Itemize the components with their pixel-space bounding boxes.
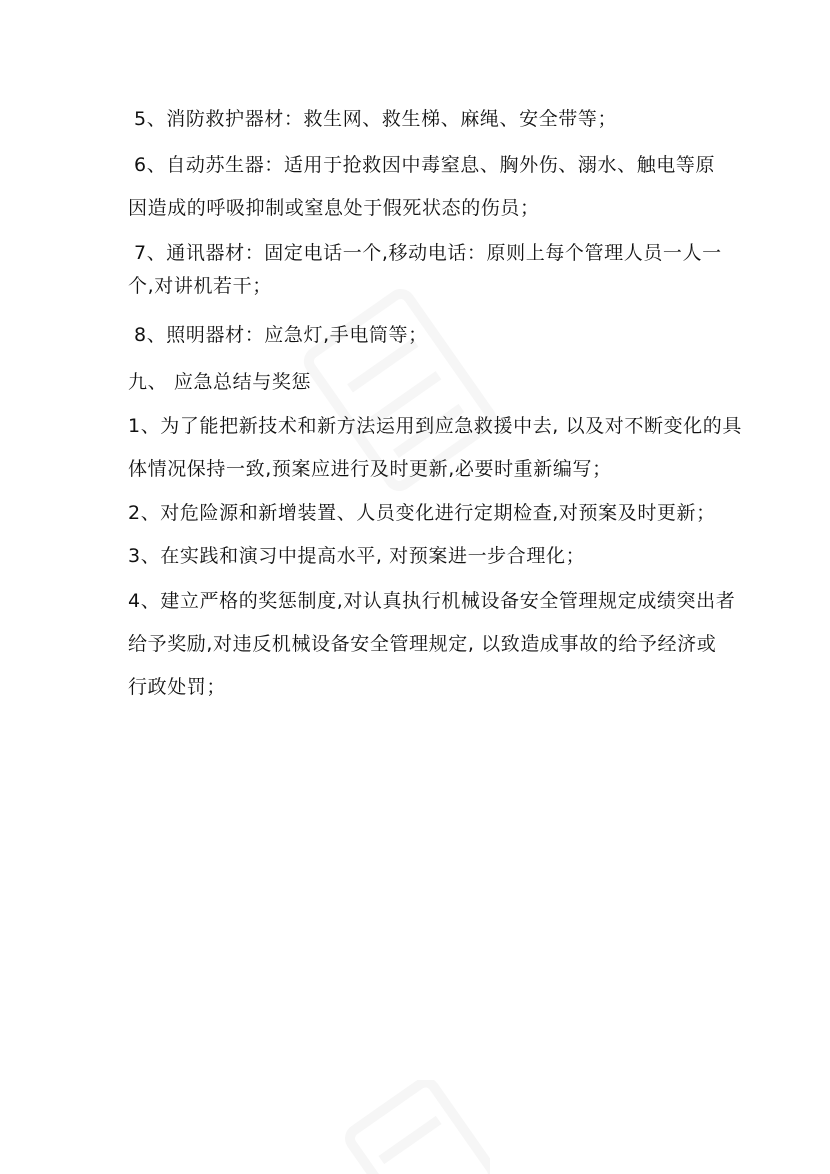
text-line: 个,对讲机若干；: [128, 275, 272, 297]
text-line: 行政处罚；: [128, 676, 227, 698]
section-heading: 九、 应急总结与奖惩: [128, 371, 312, 393]
text-line: 给予奖励,对违反机械设备安全管理规定, 以致造成事故的给予经济或: [128, 633, 717, 655]
text-line: 因造成的呼吸抑制或窒息处于假死状态的伤员；: [128, 197, 540, 219]
text-line: 5、消防救护器材：救生网、救生梯、麻绳、安全带等；: [134, 108, 618, 130]
text-line: 1、为了能把新技术和新方法运用到应急救援中去, 以及对不断变化的具: [128, 415, 742, 437]
text-line: 体情况保持一致,预案应进行及时更新,必要时重新编写；: [128, 458, 612, 480]
text-line: 3、在实践和演习中提高水平, 对预案进一步合理化；: [128, 545, 586, 567]
text-line: 2、对危险源和新增装置、人员变化进行定期检查,对预案及时更新；: [128, 502, 716, 524]
text-line: 7、通讯器材：固定电话一个,移动电话：原则上每个管理人员一人一: [134, 242, 722, 264]
text-line: 4、建立严格的奖惩制度,对认真执行机械设备安全管理规定成绩突出者: [128, 590, 736, 612]
text-line: 6、自动苏生器：适用于抢救因中毒窒息、胸外伤、溺水、触电等原: [134, 154, 716, 176]
watermark-stamp-bottom: [330, 1080, 490, 1174]
text-line: 8、照明器材：应急灯,手电筒等；: [134, 324, 428, 346]
